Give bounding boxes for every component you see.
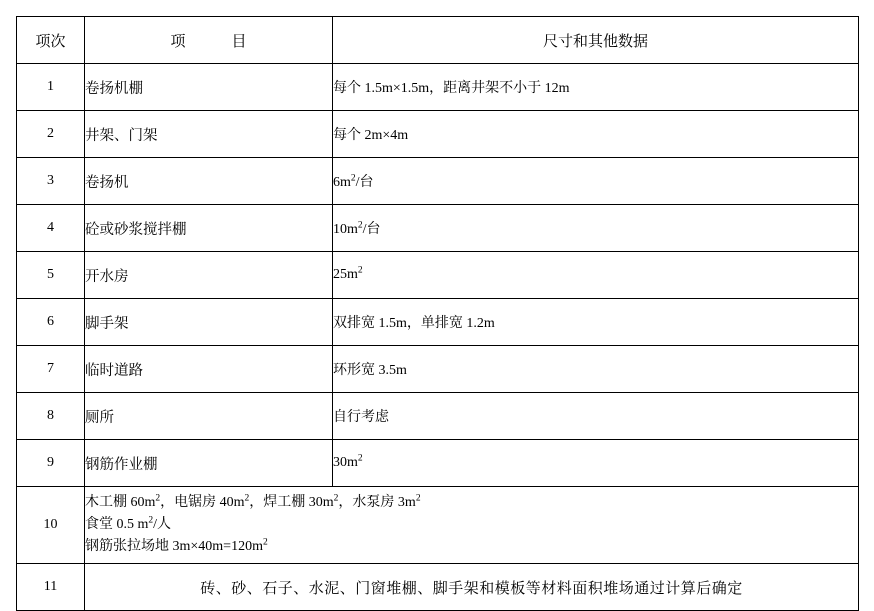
cell-data: $10m^2/$台 — [333, 205, 859, 252]
table-row — [17, 564, 859, 611]
table-header — [17, 17, 859, 64]
table-row — [17, 299, 859, 346]
table-row — [17, 111, 859, 158]
cell-no: 11 — [17, 564, 85, 611]
table-row — [17, 252, 859, 299]
table-row — [17, 158, 859, 205]
cell-no: 5 — [17, 252, 85, 299]
cell-item: 井架、门架 — [85, 111, 333, 158]
cell-data: 每个 2m×4m — [333, 111, 859, 158]
cell-no: 3 — [17, 158, 85, 205]
cell-no: 2 — [17, 111, 85, 158]
table-row — [17, 346, 859, 393]
cell-data: $6m^2/$台 — [333, 158, 859, 205]
cell-data: 环形宽 3.5m — [333, 346, 859, 393]
table-row — [17, 205, 859, 252]
table-row — [17, 440, 859, 487]
cell-item: 砼或砂浆搅拌棚 — [85, 205, 333, 252]
column-header-data: 尺寸和其他数据 — [333, 17, 859, 64]
cell-no: 9 — [17, 440, 85, 487]
table-row — [17, 487, 859, 564]
construction-facility-spec-table — [16, 16, 859, 611]
cell-item: 开水房 — [85, 252, 333, 299]
column-header-no: 项次 — [17, 17, 85, 64]
table-row — [17, 393, 859, 440]
cell-item: 临时道路 — [85, 346, 333, 393]
cell-no: 1 — [17, 64, 85, 111]
cell-no: 8 — [17, 393, 85, 440]
multiline-text-1: 木工棚 $60m^2$，电锯房 $40m^2$，焊工棚 $30m^2$，水泵房 $3m^2$ — [85, 493, 421, 511]
cell-no: 6 — [17, 299, 85, 346]
cell-item: 卷扬机棚 — [85, 64, 333, 111]
cell-item: 脚手架 — [85, 299, 333, 346]
cell-data: $25m^2$ — [333, 252, 859, 299]
column-header-item-left: 项 — [170, 33, 186, 50]
cell-item: 卷扬机 — [85, 158, 333, 205]
cell-item: 厕所 — [85, 393, 333, 440]
table-row — [17, 64, 859, 111]
cell-data: 双排宽 1.5m，单排宽 1.2m — [333, 299, 859, 346]
multiline-text-3: 钢筋张拉场地 $3m\times 40m=120m^2$ — [85, 537, 268, 554]
cell-no: 7 — [17, 346, 85, 393]
multiline-text-2: 食堂 0.5 $m^2/$人 — [85, 515, 172, 533]
cell-data: 自行考虑 — [333, 393, 859, 440]
cell-data: 每个 1.5m×1.5m，距离井架不小于 12m — [333, 64, 859, 111]
cell-no: 10 — [17, 487, 85, 564]
cell-multiline-content — [85, 487, 859, 564]
cell-data: $30m^2$ — [333, 440, 859, 487]
table-header-row — [17, 17, 859, 64]
table-body — [17, 64, 859, 611]
cell-no: 4 — [17, 205, 85, 252]
column-header-item-right: 目 — [231, 33, 247, 50]
cell-full-width-note: 砖、砂、石子、水泥、门窗堆棚、脚手架和模板等材料面积堆场通过计算后确定 — [85, 564, 859, 611]
cell-item: 钢筋作业棚 — [85, 440, 333, 487]
column-header-item — [85, 17, 333, 64]
